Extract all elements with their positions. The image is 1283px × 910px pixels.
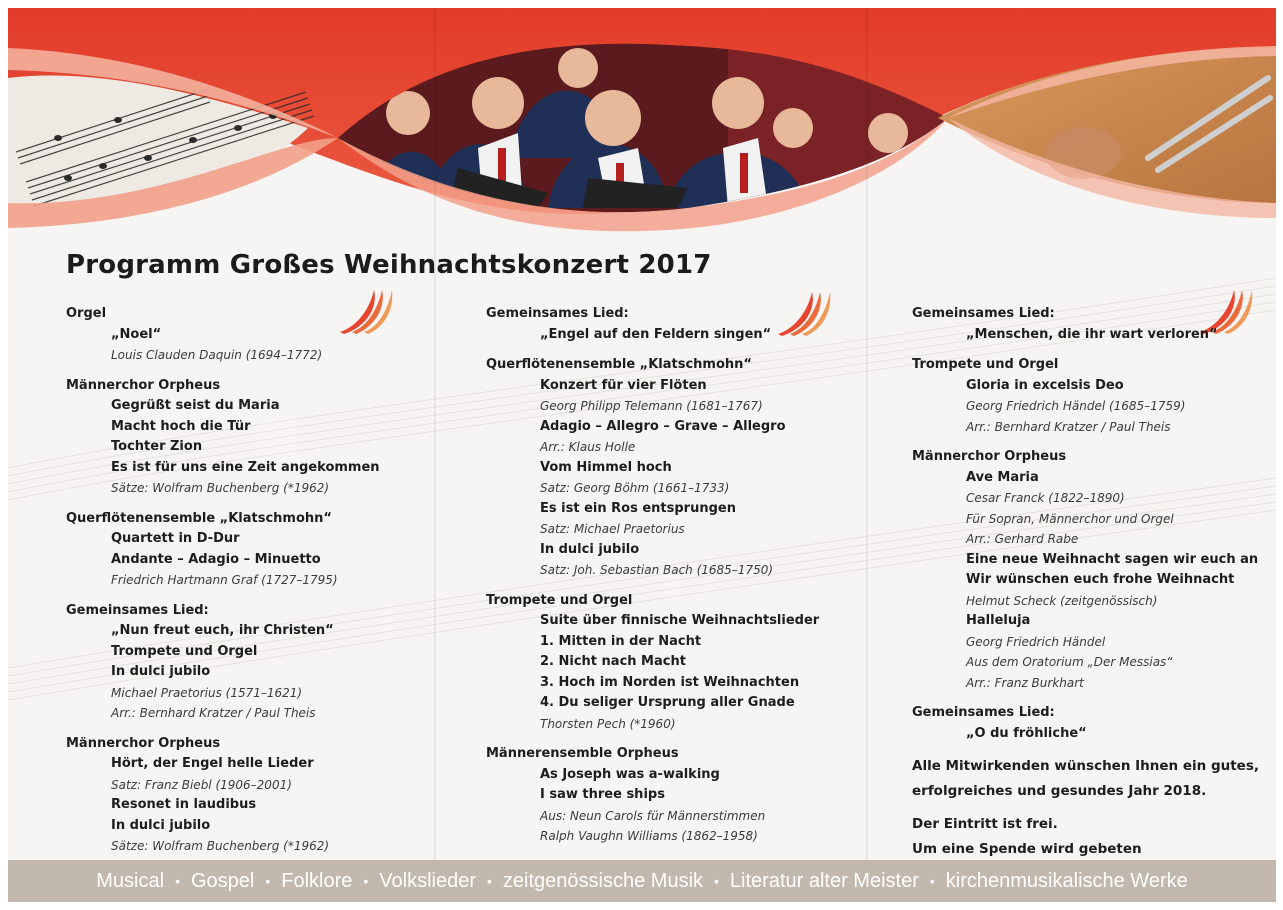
composer-credit: Sätze: Wolfram Buchenberg (*1962): [111, 839, 330, 853]
program-section: [66, 376, 426, 499]
composer-credit: Michael Praetorius (1571–1621): [111, 685, 303, 700]
composer-credit: Aus: Neun Carols für Männerstimmen: [540, 808, 766, 823]
piece-title: Gegrüßt seist du Maria: [111, 398, 280, 413]
header-artwork: [8, 8, 1276, 243]
section-entries: [486, 611, 866, 734]
section-entries: [912, 468, 1268, 694]
program-leaflet: [8, 8, 1276, 902]
program-section: [66, 509, 426, 591]
composer-credit: Sätze: Wolfram Buchenberg (*1962): [111, 481, 330, 495]
composer-credit: Satz: Franz Biebl (1906–2001): [111, 777, 292, 792]
piece-title: Es ist ein Ros entsprungen: [540, 500, 736, 516]
section-entries: [66, 396, 426, 499]
section-entries: [66, 621, 426, 724]
closing-wishes-line-1: Alle Mitwirkenden wünschen Ihnen ein gutes,: [912, 758, 1260, 774]
section-entries: [912, 325, 1268, 346]
piece-title: „Menschen, die ihr wart verloren“: [966, 326, 1218, 342]
program-section: [912, 355, 1268, 437]
composer-credit: Aus dem Oratorium „Der Messias“: [966, 655, 1173, 669]
footer-separator: •: [714, 873, 719, 889]
program-section: [66, 601, 426, 724]
piece-title: Tochter Zion: [111, 439, 203, 454]
section-performer-heading: Trompete und Orgel: [912, 357, 1059, 372]
section-performer-heading: Querflötenensemble „Klatschmohn“: [486, 357, 752, 372]
section-performer-heading: Orgel: [66, 306, 107, 321]
footer-genre: Volkslieder: [379, 869, 477, 892]
program-section: [66, 734, 426, 857]
footer-genre: Literatur alter Meister: [729, 869, 919, 892]
composer-credit: Cesar Franck (1822–1890): [966, 491, 1125, 505]
footer-genre: Musical: [96, 869, 165, 892]
section-performer-heading: Querflötenensemble „Klatschmohn“: [66, 510, 332, 526]
program-column-1: [66, 304, 426, 867]
section-entries: [66, 529, 426, 591]
program-section: [486, 304, 866, 345]
program-section: [912, 703, 1268, 744]
section-entries: [912, 376, 1268, 438]
piece-title: In dulci jubilo: [111, 664, 211, 679]
composer-credit: Georg Philipp Telemann (1681–1767): [540, 399, 763, 413]
piece-title: In dulci jubilo: [111, 817, 211, 833]
piece-title: Quartett in D-Dur: [111, 531, 240, 546]
piece-title: „Engel auf den Feldern singen“: [540, 326, 772, 342]
section-entries: [912, 724, 1268, 745]
section-entries: [66, 325, 426, 366]
section-entries: [486, 765, 866, 847]
composer-credit: Ralph Vaughn Williams (1862–1958): [540, 829, 758, 843]
piece-title: Wir wünschen euch frohe Weihnacht: [966, 572, 1235, 587]
piece-title: As Joseph was a-walking: [540, 766, 720, 782]
header-banner: [8, 8, 1276, 243]
section-performer-heading: Männerchor Orpheus: [66, 377, 221, 393]
composer-credit: Helmut Scheck (zeitgenössisch): [966, 593, 1158, 608]
piece-title: Konzert für vier Flöten: [540, 377, 707, 393]
section-performer-heading: Männerchor Orpheus: [912, 449, 1067, 464]
program-section: [912, 447, 1268, 693]
page-title: Programm Großes Weihnachtskonzert 2017: [66, 250, 712, 280]
program-section: [486, 744, 866, 847]
piece-title: In dulci jubilo: [540, 541, 640, 557]
footer-separator: •: [929, 873, 935, 889]
section-performer-heading: Gemeinsames Lied:: [912, 705, 1055, 720]
piece-title: „Noel“: [111, 326, 162, 342]
footer-genre: Folklore: [281, 869, 353, 892]
section-performer-heading: Gemeinsames Lied:: [66, 602, 209, 618]
piece-title: Ave Maria: [966, 469, 1039, 485]
piece-title: Suite über finnische Weihnachtslieder: [540, 613, 820, 628]
composer-credit: Louis Clauden Daquin (1694–1772): [111, 348, 323, 362]
composer-credit: Georg Friedrich Händel (1685–1759): [966, 399, 1186, 413]
footer-genre: kirchenmusikalische Werke: [945, 869, 1188, 892]
footer-separator: •: [265, 873, 271, 889]
section-performer-heading: Gemeinsames Lied:: [912, 306, 1055, 321]
footer-genre: zeitgenössische Musik: [502, 869, 704, 892]
closing-wishes-line-2: erfolgreiches und gesundes Jahr 2018.: [912, 783, 1207, 799]
piece-title: Eine neue Weihnacht sagen wir euch an: [966, 551, 1259, 567]
program-section: [486, 591, 866, 735]
footer-separator: •: [175, 873, 180, 889]
piece-title: Halleluja: [966, 613, 1031, 628]
program-column-2: [486, 304, 866, 857]
piece-title: Resonet in laudibus: [111, 797, 257, 812]
piece-title: Macht hoch die Tür: [111, 418, 251, 434]
footer-separator: •: [487, 873, 492, 889]
composer-credit: Arr.: Bernhard Kratzer / Paul Theis: [111, 706, 316, 720]
composer-credit: Thorsten Pech (*1960): [540, 716, 676, 731]
program-column-3: [912, 304, 1268, 862]
composer-credit: Satz: Georg Böhm (1661–1733): [540, 481, 730, 495]
piece-title: I saw three ships: [540, 787, 665, 802]
composer-credit: Friedrich Hartmann Graf (1727–1795): [111, 573, 338, 587]
footer-genre: Gospel: [190, 869, 255, 892]
section-entries: [66, 754, 426, 857]
program-section: [66, 304, 426, 366]
piece-title: „Nun freut euch, ihr Christen“: [111, 623, 334, 638]
piece-title: 3. Hoch im Norden ist Weihnachten: [540, 674, 800, 690]
piece-title: Andante – Adagio – Minuetto: [111, 551, 321, 567]
piece-title: 4. Du seliger Ursprung aller Gnade: [540, 695, 795, 710]
section-performer-heading: Gemeinsames Lied:: [486, 306, 629, 321]
composer-credit: Arr.: Franz Burkhart: [966, 675, 1084, 690]
admission-note: Der Eintritt ist frei.: [912, 816, 1058, 832]
donation-note: Um eine Spende wird gebeten: [912, 841, 1142, 857]
piece-title: Vom Himmel hoch: [540, 459, 672, 475]
composer-credit: Satz: Michael Praetorius: [540, 522, 685, 536]
piece-title: Trompete und Orgel: [111, 643, 258, 659]
composer-credit: Für Sopran, Männerchor und Orgel: [966, 511, 1174, 526]
section-performer-heading: Trompete und Orgel: [486, 592, 633, 608]
program-section: [486, 355, 866, 581]
piece-title: „O du fröhliche“: [966, 725, 1087, 741]
section-performer-heading: Männerchor Orpheus: [66, 735, 221, 751]
composer-credit: Arr.: Klaus Holle: [540, 440, 636, 454]
piece-title: 2. Nicht nach Macht: [540, 654, 686, 669]
piece-title: Es ist für uns eine Zeit angekommen: [111, 459, 380, 475]
composer-credit: Satz: Joh. Sebastian Bach (1685–1750): [540, 563, 774, 577]
program-section: [912, 304, 1268, 345]
composer-credit: Arr.: Gerhard Rabe: [966, 532, 1079, 546]
piece-title: Gloria in excelsis Deo: [966, 377, 1124, 393]
footer-genres-bar: [8, 860, 1276, 902]
closing-block: [912, 754, 1268, 862]
piece-title: Adagio – Allegro – Grave – Allegro: [540, 418, 786, 434]
footer-separator: •: [363, 873, 369, 889]
piece-title: 1. Mitten in der Nacht: [540, 633, 702, 649]
composer-credit: Arr.: Bernhard Kratzer / Paul Theis: [966, 419, 1171, 434]
composer-credit: Georg Friedrich Händel: [966, 634, 1106, 649]
section-entries: [486, 376, 866, 581]
section-performer-heading: Männerensemble Orpheus: [486, 746, 679, 761]
section-entries: [486, 325, 866, 346]
piece-title: Hört, der Engel helle Lieder: [111, 756, 314, 771]
